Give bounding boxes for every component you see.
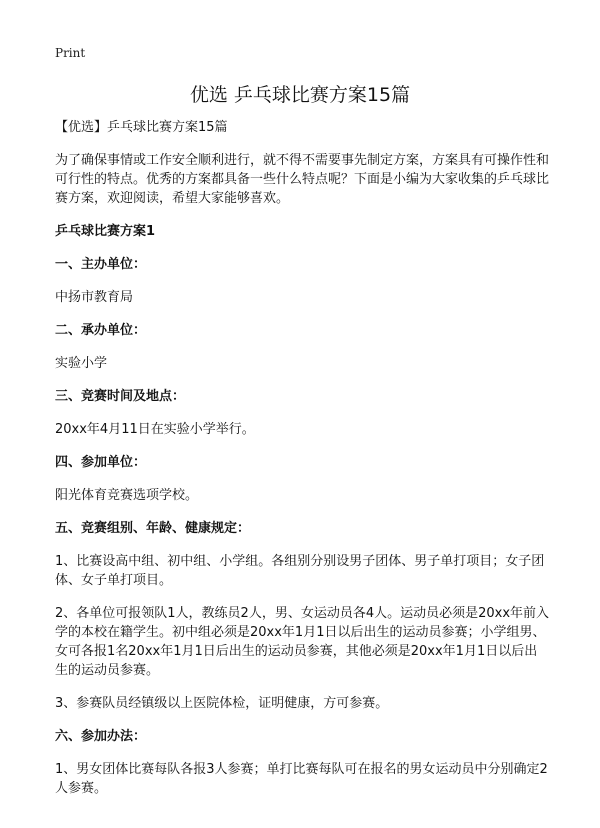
item-2	[55, 321, 550, 373]
item-3	[55, 387, 550, 439]
item-5	[55, 519, 550, 713]
item-paragraph: 阳光体育竞赛选项学校。	[55, 488, 199, 503]
item-heading: 三、竞赛时间及地点：	[55, 389, 186, 404]
document-body	[55, 118, 550, 812]
print-label[interactable]: Print	[55, 46, 86, 60]
intro-paragraph: 为了确保事情或工作安全顺利进行，就不得不需要事先制定方案，方案具有可操作性和可行性的特点。优秀的方案都具备一些什么特点呢？下面是小编为大家收集的乒乓球比赛方案，欢迎阅读，希望大家能够喜欢。	[55, 153, 550, 206]
item-1	[55, 255, 550, 307]
item-paragraph: 2、各单位可报领队1人，教练员2人，男、女运动员各4人。运动员必须是20xx年前入学的本校在籍学生。初中组必须是20xx年1月1日以后出生的运动员参赛；小学组男、女可各报1名20xx年1月1日后出生的运动员参赛，其他必须是20xx年1月1日以后出生的运动员参赛。	[55, 606, 550, 678]
item-heading: 六、参加办法：	[55, 729, 147, 744]
item-4	[55, 453, 550, 505]
item-6	[55, 727, 550, 798]
item-paragraph: 中扬市教育局	[55, 290, 134, 305]
item-paragraph: 20xx年4月11日在实验小学举行。	[55, 422, 255, 437]
section-title: 乒乓球比赛方案1	[55, 224, 156, 239]
item-paragraph: 3、参赛队员经镇级以上医院体检，证明健康，方可参赛。	[55, 696, 389, 711]
document-subtitle: 【优选】乒乓球比赛方案15篇	[55, 120, 228, 135]
item-paragraph: 实验小学	[55, 356, 108, 371]
item-heading: 四、参加单位：	[55, 455, 147, 470]
item-paragraph: 1、男女团体比赛每队各报3人参赛；单打比赛每队可在报名的男女运动员中分别确定2人参赛。	[55, 762, 548, 796]
item-heading: 一、主办单位：	[55, 257, 147, 272]
item-heading: 五、竞赛组别、年龄、健康规定：	[55, 521, 251, 536]
item-paragraph: 1、比赛设高中组、初中组、小学组。各组别分别设男子团体、男子单打项目；女子团体、女子单打项目。	[55, 554, 545, 588]
document-title: 优选 乒乓球比赛方案15篇	[189, 84, 411, 106]
item-heading: 二、承办单位：	[55, 323, 147, 338]
